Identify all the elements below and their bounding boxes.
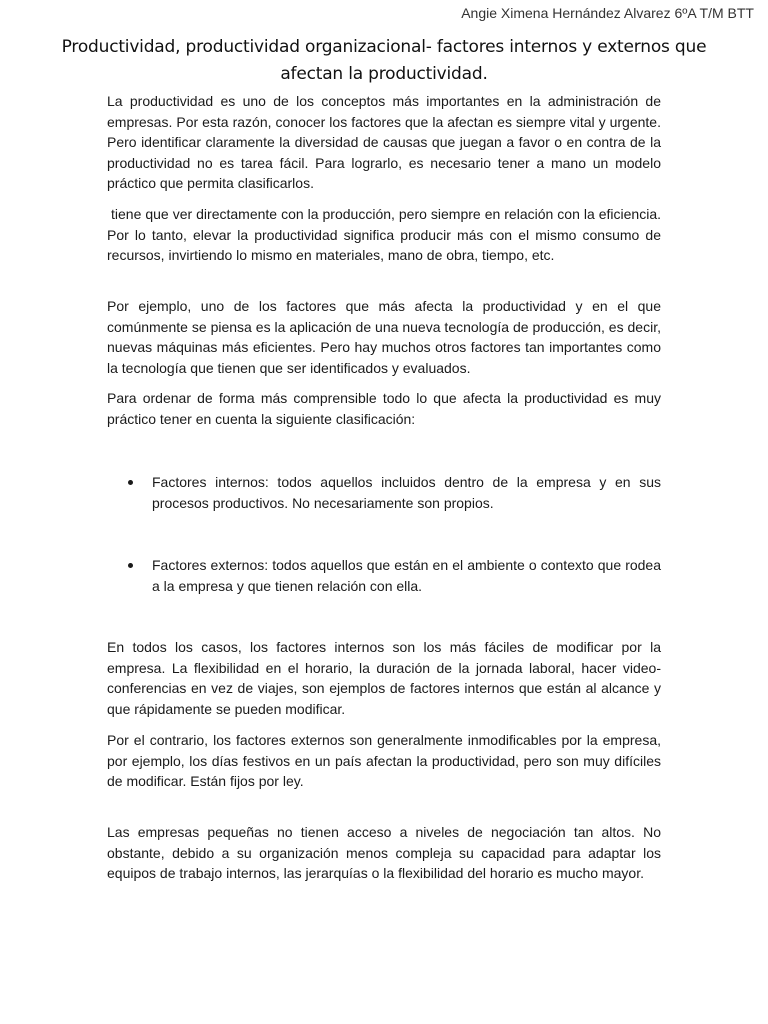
bullet-icon — [128, 480, 133, 485]
list-item — [107, 472, 661, 513]
paragraph: tiene que ver directamente con la producción, pero siempre en relación con la eficiencia. Por lo tanto, elevar la productividad significa producir más con el mismo consumo de recursos, invirtiendo lo mismo en materiales, mano de obra, tiempo, etc. — [107, 206, 665, 264]
paragraph: La productividad es uno de los conceptos más importantes en la administración de empresas. Por esta razón, conocer los factores que la afectan es siempre vital y urgente. Pero identificar claramente la diversidad de causas que juegan a favor o en contra de la productividad no es tarea fácil. Para lograrlo, es necesario tener a mano un modelo práctico que permita clasificarlos. — [107, 93, 661, 192]
bullet-icon — [128, 563, 133, 568]
paragraph: Las empresas pequeñas no tienen acceso a niveles de negociación tan altos. No obstante, debido a su organización menos compleja su capacidad para adaptar los equipos de trabajo internos, las jerarquías o la flexibilidad del horario es mucho mayor. — [107, 824, 661, 882]
list-item — [107, 555, 661, 596]
list-item-text: Factores internos: todos aquellos incluidos dentro de la empresa y en sus procesos productivos. No necesariamente son propios. — [152, 474, 661, 511]
paragraph: En todos los casos, los factores internos son los más fáciles de modificar por la empresa. La flexibilidad en el horario, la duración de la jornada laboral, hacer video-conferencias en vez de viajes, son ejemplos de factores internos que están al alcance y que rápidamente se pueden modificar. — [107, 639, 661, 717]
list-item-text: Factores externos: todos aquellos que están en el ambiente o contexto que rodea a la empresa y que tienen relación con ella. — [152, 557, 661, 594]
author-header: Angie Ximena Hernández Alvarez 6ºA T/M BTT — [461, 5, 754, 21]
document-title: Productividad, productividad organizacional- factores internos y externos que afectan la productividad. — [61, 37, 707, 84]
paragraph: Por ejemplo, uno de los factores que más afecta la productividad y en el que comúnmente se piensa es la aplicación de una nueva tecnología de producción, es decir, nuevas máquinas más eficientes. Pero hay muchos otros factores tan importantes como la tecnología que tienen que ser identificados y evaluados. — [107, 298, 661, 376]
paragraph: Para ordenar de forma más comprensible todo lo que afecta la productividad es muy práctico tener en cuenta la siguiente clasificación: — [107, 390, 661, 427]
paragraph: Por el contrario, los factores externos son generalmente inmodificables por la empresa, por ejemplo, los días festivos en un país afectan la productividad, pero son muy difíciles de modificar. Están fijos por ley. — [107, 732, 661, 790]
